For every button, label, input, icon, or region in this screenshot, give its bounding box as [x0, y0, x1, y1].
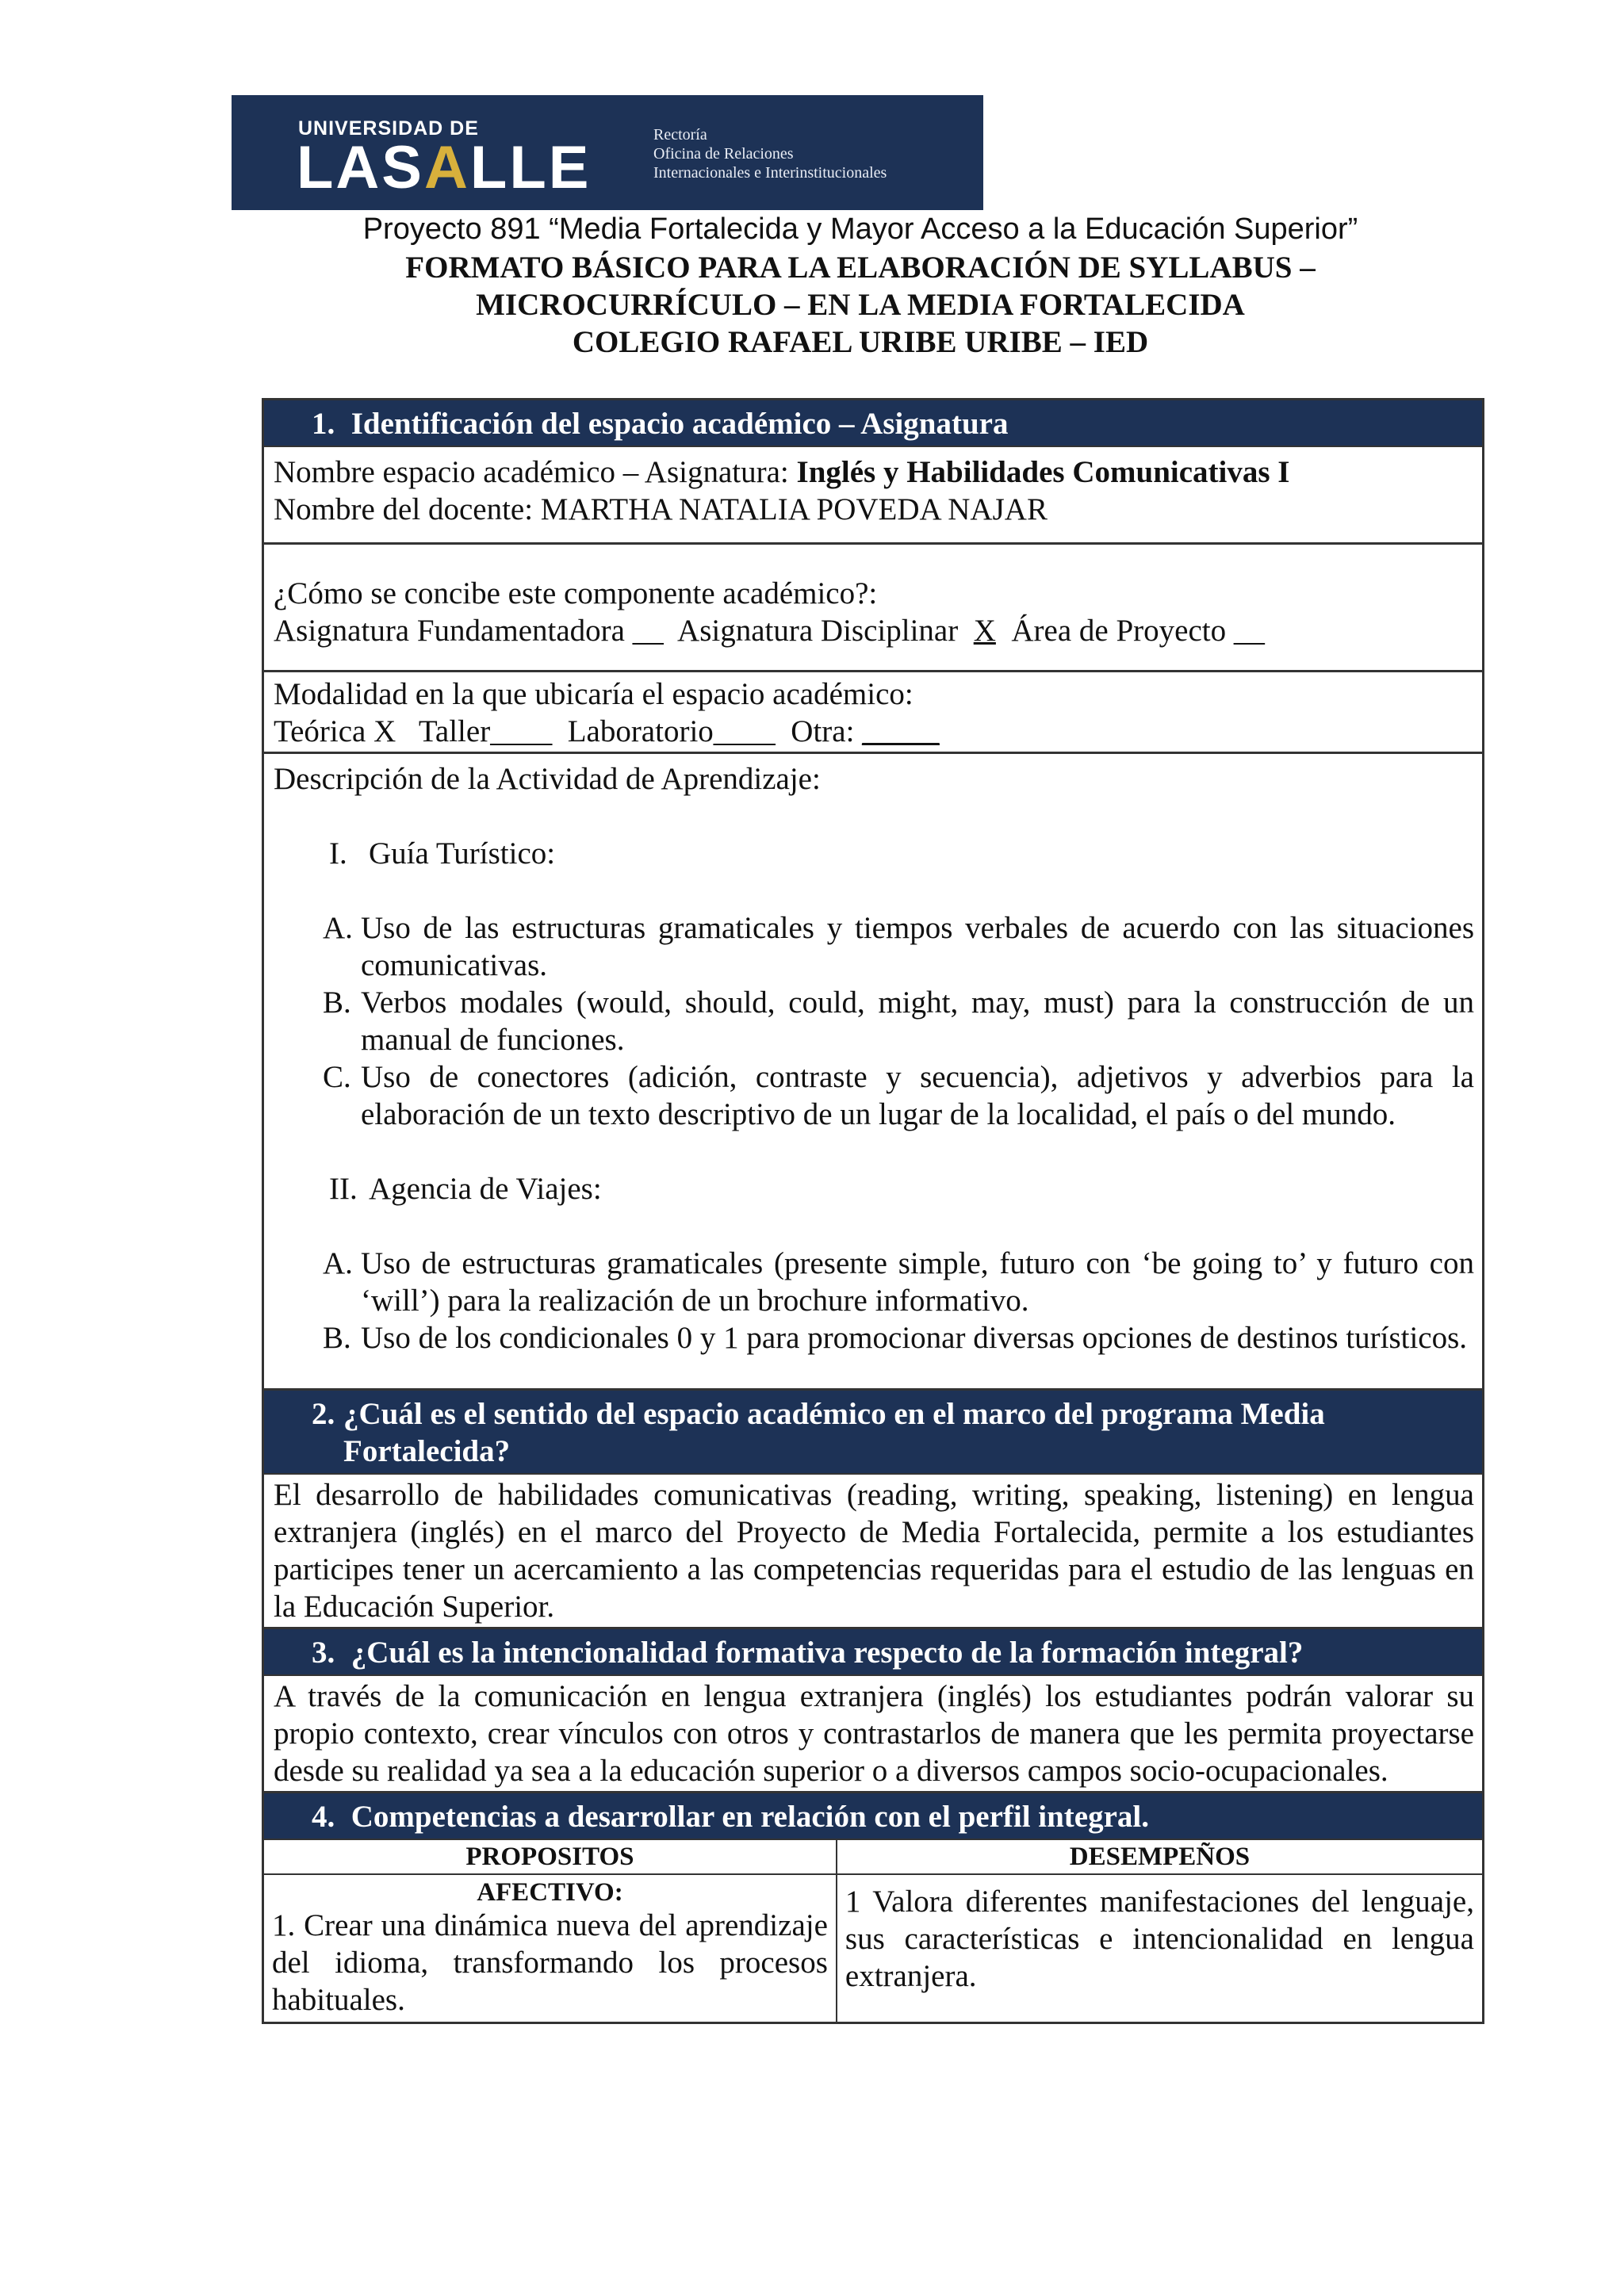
section-2-body: El desarrollo de habilidades comunicativas (reading, writing, speaking, listening) en lengua extranjera (inglés) en el marco del Proyecto de Media Fortalecida, permite a los estudiantes participes tener un acercamiento a las competencias requeridas para el estudio de las lenguas en la Educación Superior. [264, 1475, 1482, 1629]
subject-line [274, 453, 1474, 491]
activity-list [274, 909, 1474, 1133]
modality-option-text: Teórica X Taller____ Laboratorio____ Otra: [274, 714, 863, 748]
group-title [274, 835, 1474, 872]
section-number: 1. [312, 407, 335, 441]
list-marker: A. [323, 1246, 353, 1280]
concept-question: ¿Cómo se concibe este componente académico?: [274, 576, 878, 610]
section-2-header [264, 1391, 1482, 1475]
list-item [274, 1319, 1474, 1357]
subject-label: Nombre espacio académico – Asignatura: [274, 455, 797, 489]
group-title-text: Agencia de Viajes: [369, 1172, 602, 1206]
section-number: 2. [312, 1397, 335, 1431]
section-3-body: A través de la comunicación en lengua extranjera (inglés) los estudiantes podrán valorar su propio contexto, crear vínculos con otros y contrastarlos de manera que les permita proyectarse desde su realidad ya sea a la educación superior o a diversos campos socio-ocupacionales. [264, 1676, 1482, 1793]
list-item-text: Uso de conectores (adición, contraste y secuencia), adjetivos y adverbios para la elaboración de un texto descriptivo de un lugar de la localidad, el país o del mundo. [361, 1060, 1474, 1131]
syllabus-form [262, 398, 1484, 2024]
document-title-line: FORMATO BÁSICO PARA LA ELABORACIÓN DE SYLLABUS – [405, 251, 1316, 285]
section-3-header [264, 1629, 1482, 1676]
identification-box [264, 447, 1482, 545]
modality-other-blank: _____ [862, 714, 940, 748]
concept-option-text: Área de Proyecto __ [995, 614, 1265, 648]
list-item-text: Uso de estructuras gramaticales (presente simple, futuro con ‘be going to’ y futuro con ‘will’) para la realización de un brochure informativo. [361, 1246, 1474, 1318]
table-row [264, 1874, 1482, 2022]
document-title-line: COLEGIO RAFAEL URIBE URIBE – IED [572, 325, 1149, 359]
project-title: Proyecto 891 “Media Fortalecida y Mayor Acceso a la Educación Superior” [362, 212, 1358, 246]
section-title: ¿Cuál es el sentido del espacio académico en el marco del programa Media Fortalecida? [343, 1397, 1325, 1468]
modality-box [264, 672, 1482, 754]
concept-option-text: Asignatura Fundamentadora __ Asignatura Disciplinar [274, 614, 974, 648]
purpose-text: 1. Crear una dinámica nueva del aprendizaje del idioma, transformando los procesos habituales. [272, 1908, 828, 2017]
section-number: 3. [312, 1636, 335, 1670]
logo-university-line: UNIVERSIDAD DE [298, 117, 479, 140]
logo-office-line: Internacionales e Interinstitucionales [653, 164, 887, 182]
section-title: ¿Cuál es la intencionalidad formativa respecto de la formación integral? [350, 1636, 1304, 1670]
logo-brand [297, 133, 591, 202]
column-header-purposes: PROPOSITOS [264, 1840, 837, 1874]
affective-label: AFECTIVO: [477, 1878, 623, 1907]
section-title: Identificación del espacio académico – Asignatura [350, 407, 1009, 441]
concept-selected-mark: X [973, 614, 996, 648]
logo-office-text [653, 125, 887, 182]
section-1-header [264, 400, 1482, 447]
concept-options [274, 612, 1474, 649]
section-4-header [264, 1793, 1482, 1840]
group-numeral: II. [329, 1172, 358, 1206]
group-numeral: I. [329, 836, 347, 871]
modality-label: Modalidad en la que ubicaría el espacio académico: [274, 677, 914, 711]
list-marker: B. [323, 1321, 351, 1355]
concept-box [264, 545, 1482, 672]
modality-options [274, 713, 1474, 750]
list-item-text: Uso de los condicionales 0 y 1 para promocionar diversas opciones de destinos turísticos. [361, 1321, 1468, 1355]
list-item [274, 984, 1474, 1058]
list-item [274, 1245, 1474, 1319]
list-item-text: Uso de las estructuras gramaticales y tiempos verbales de acuerdo con las situaciones comunicativas. [361, 911, 1474, 982]
list-marker: B. [323, 985, 351, 1020]
group-title-text: Guía Turístico: [369, 836, 556, 871]
logo-office-line: Rectoría [653, 126, 707, 144]
activity-label: Descripción de la Actividad de Aprendizaje: [274, 762, 821, 796]
section-title: Competencias a desarrollar en relación con el perfil integral. [350, 1800, 1149, 1834]
subject-value: Inglés y Habilidades Comunicativas I [796, 455, 1290, 489]
performance-cell: 1 Valora diferentes manifestaciones del lenguaje, sus características e intencionalidad en lengua extranjera. [837, 1874, 1482, 2022]
logo-brand-post: LLE [469, 134, 592, 201]
teacher-line: Nombre del docente: MARTHA NATALIA POVEDA NAJAR [274, 492, 1048, 526]
logo-brand-pre: LAS [297, 134, 424, 201]
list-item-text: Verbos modales (would, should, could, might, may, must) para la construcción de un manual de funciones. [361, 985, 1474, 1057]
university-logo [232, 95, 983, 210]
column-header-performance: DESEMPEÑOS [837, 1840, 1482, 1874]
list-marker: C. [323, 1060, 351, 1094]
list-marker: A. [323, 911, 353, 945]
list-item [274, 909, 1474, 984]
list-item [274, 1058, 1474, 1133]
activity-list [274, 1245, 1474, 1357]
competencies-table [264, 1840, 1482, 2022]
logo-office-line: Oficina de Relaciones [653, 145, 794, 163]
document-title-line: MICROCURRÍCULO – EN LA MEDIA FORTALECIDA [476, 288, 1245, 322]
document-header [262, 209, 1459, 361]
group-title [274, 1170, 1474, 1207]
logo-brand-a: A [424, 134, 470, 201]
activity-box [264, 754, 1482, 1391]
purpose-cell [264, 1874, 837, 2022]
section-number: 4. [312, 1800, 335, 1834]
